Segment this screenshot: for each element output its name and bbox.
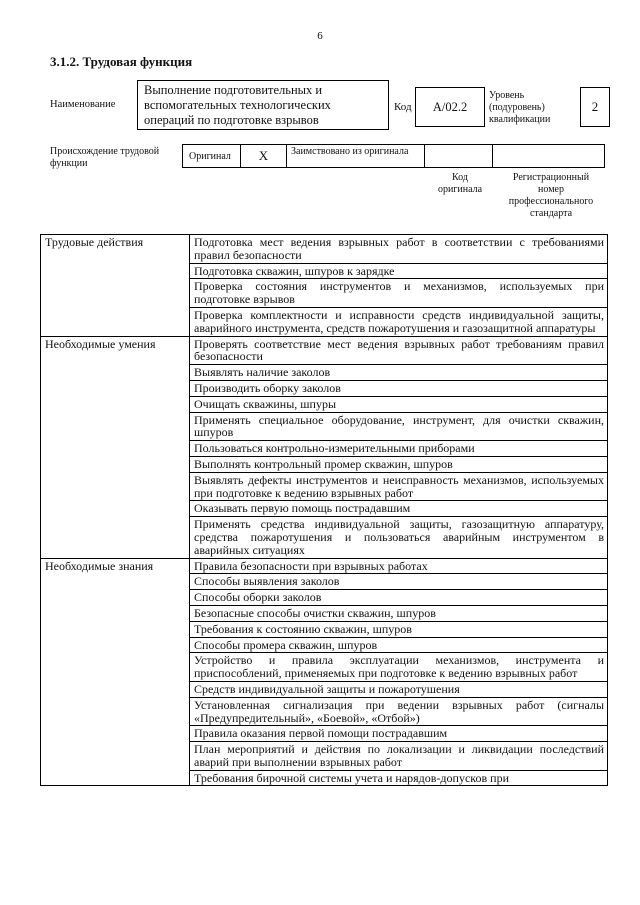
origin-table (182, 144, 605, 168)
table-row (41, 336, 608, 365)
item-cell: Выявлять дефекты инструментов и неисправность механизмов, используемых при подготовке к ведению взрывных работ (190, 472, 608, 501)
table-row (41, 235, 608, 264)
item-cell: Проверка состояния инструментов и механизмов, используемых при подготовке взрывов (190, 279, 608, 308)
original-code-cell (425, 145, 493, 167)
item-cell: Правила оказания первой помощи пострадавшим (190, 726, 608, 742)
reg-number-cell (493, 145, 604, 167)
item-cell: Применять специальное оборудование, инструмент, для очистки скважин, шпуров (190, 412, 608, 441)
code-caption: Код оригинала (437, 172, 483, 195)
item-cell: План мероприятий и действия по локализации и ликвидации последствий аварий при выполнении взрывных работ (190, 742, 608, 771)
page-number: 6 (317, 30, 323, 42)
function-name-box: Выполнение подготовительных и вспомогательных технологических операций по подготовке взрывов (137, 80, 389, 130)
item-cell: Устройство и правила эксплуатации механизмов, инструмента и приспособлений, применяемых при подготовке к ведению взрывных работ (190, 653, 608, 682)
original-label: Оригинал (183, 145, 241, 167)
item-cell: Очищать скважины, шпуры (190, 396, 608, 412)
table-row (41, 558, 608, 574)
item-cell: Производить оборку заколов (190, 380, 608, 396)
item-cell: Способы выявления заколов (190, 574, 608, 590)
item-cell: Проверять соответствие мест ведения взрывных работ требованиям правил безопасности (190, 336, 608, 365)
original-mark: X (241, 145, 287, 167)
item-cell: Способы оборки заколов (190, 590, 608, 606)
item-cell: Применять средства индивидуальной защиты, газозащитную аппаратуру, средства пожаротушения и пользоваться аварийным инструментом в аварийных ситуациях (190, 517, 608, 558)
borrowed-label: Заимствовано из оригинала (287, 145, 425, 167)
item-cell: Требования бирочной системы учета и нарядов-допусков при (190, 770, 608, 786)
item-cell: Установленная сигнализация при ведении взрывных работ (сигналы «Предупредительный», «Боевой», «Отбой») (190, 697, 608, 726)
section-title: 3.1.2. Трудовая функция (50, 54, 193, 69)
code-value: А/02.2 (415, 87, 485, 127)
item-cell: Пользоваться контрольно-измерительными приборами (190, 441, 608, 457)
item-cell: Подготовка мест ведения взрывных работ в соответствии с требованиями правил безопасности (190, 235, 608, 264)
code-label: Код (394, 101, 412, 113)
item-cell: Требования к состоянию скважин, шпуров (190, 621, 608, 637)
item-cell: Способы промера скважин, шпуров (190, 637, 608, 653)
item-cell: Выявлять наличие заколов (190, 365, 608, 381)
item-cell: Оказывать первую помощь пострадавшим (190, 501, 608, 517)
category-cell: Необходимые знания (41, 558, 190, 786)
name-label: Наименование (50, 99, 116, 110)
item-cell: Средств индивидуальной защиты и пожаротушения (190, 681, 608, 697)
item-cell: Подготовка скважин, шпуров к зарядке (190, 263, 608, 279)
category-cell: Трудовые действия (41, 235, 190, 337)
item-cell: Правила безопасности при взрывных работах (190, 558, 608, 574)
reg-caption: Регистрационный номер профессионального стандарта (508, 172, 594, 219)
category-cell: Необходимые умения (41, 336, 190, 558)
level-label: Уровень (подуровень) квалификации (489, 90, 551, 125)
item-cell: Проверка комплектности и исправности средств индивидуальной защиты, аварийного инструмента, средств пожаротушения и газозащитной аппаратуры (190, 307, 608, 336)
item-cell: Безопасные способы очистки скважин, шпуров (190, 605, 608, 621)
item-cell: Выполнять контрольный промер скважин, шпуров (190, 456, 608, 472)
level-value: 2 (580, 87, 610, 127)
origin-label: Происхождение трудовой функции (50, 146, 160, 169)
function-details-table (40, 234, 608, 786)
